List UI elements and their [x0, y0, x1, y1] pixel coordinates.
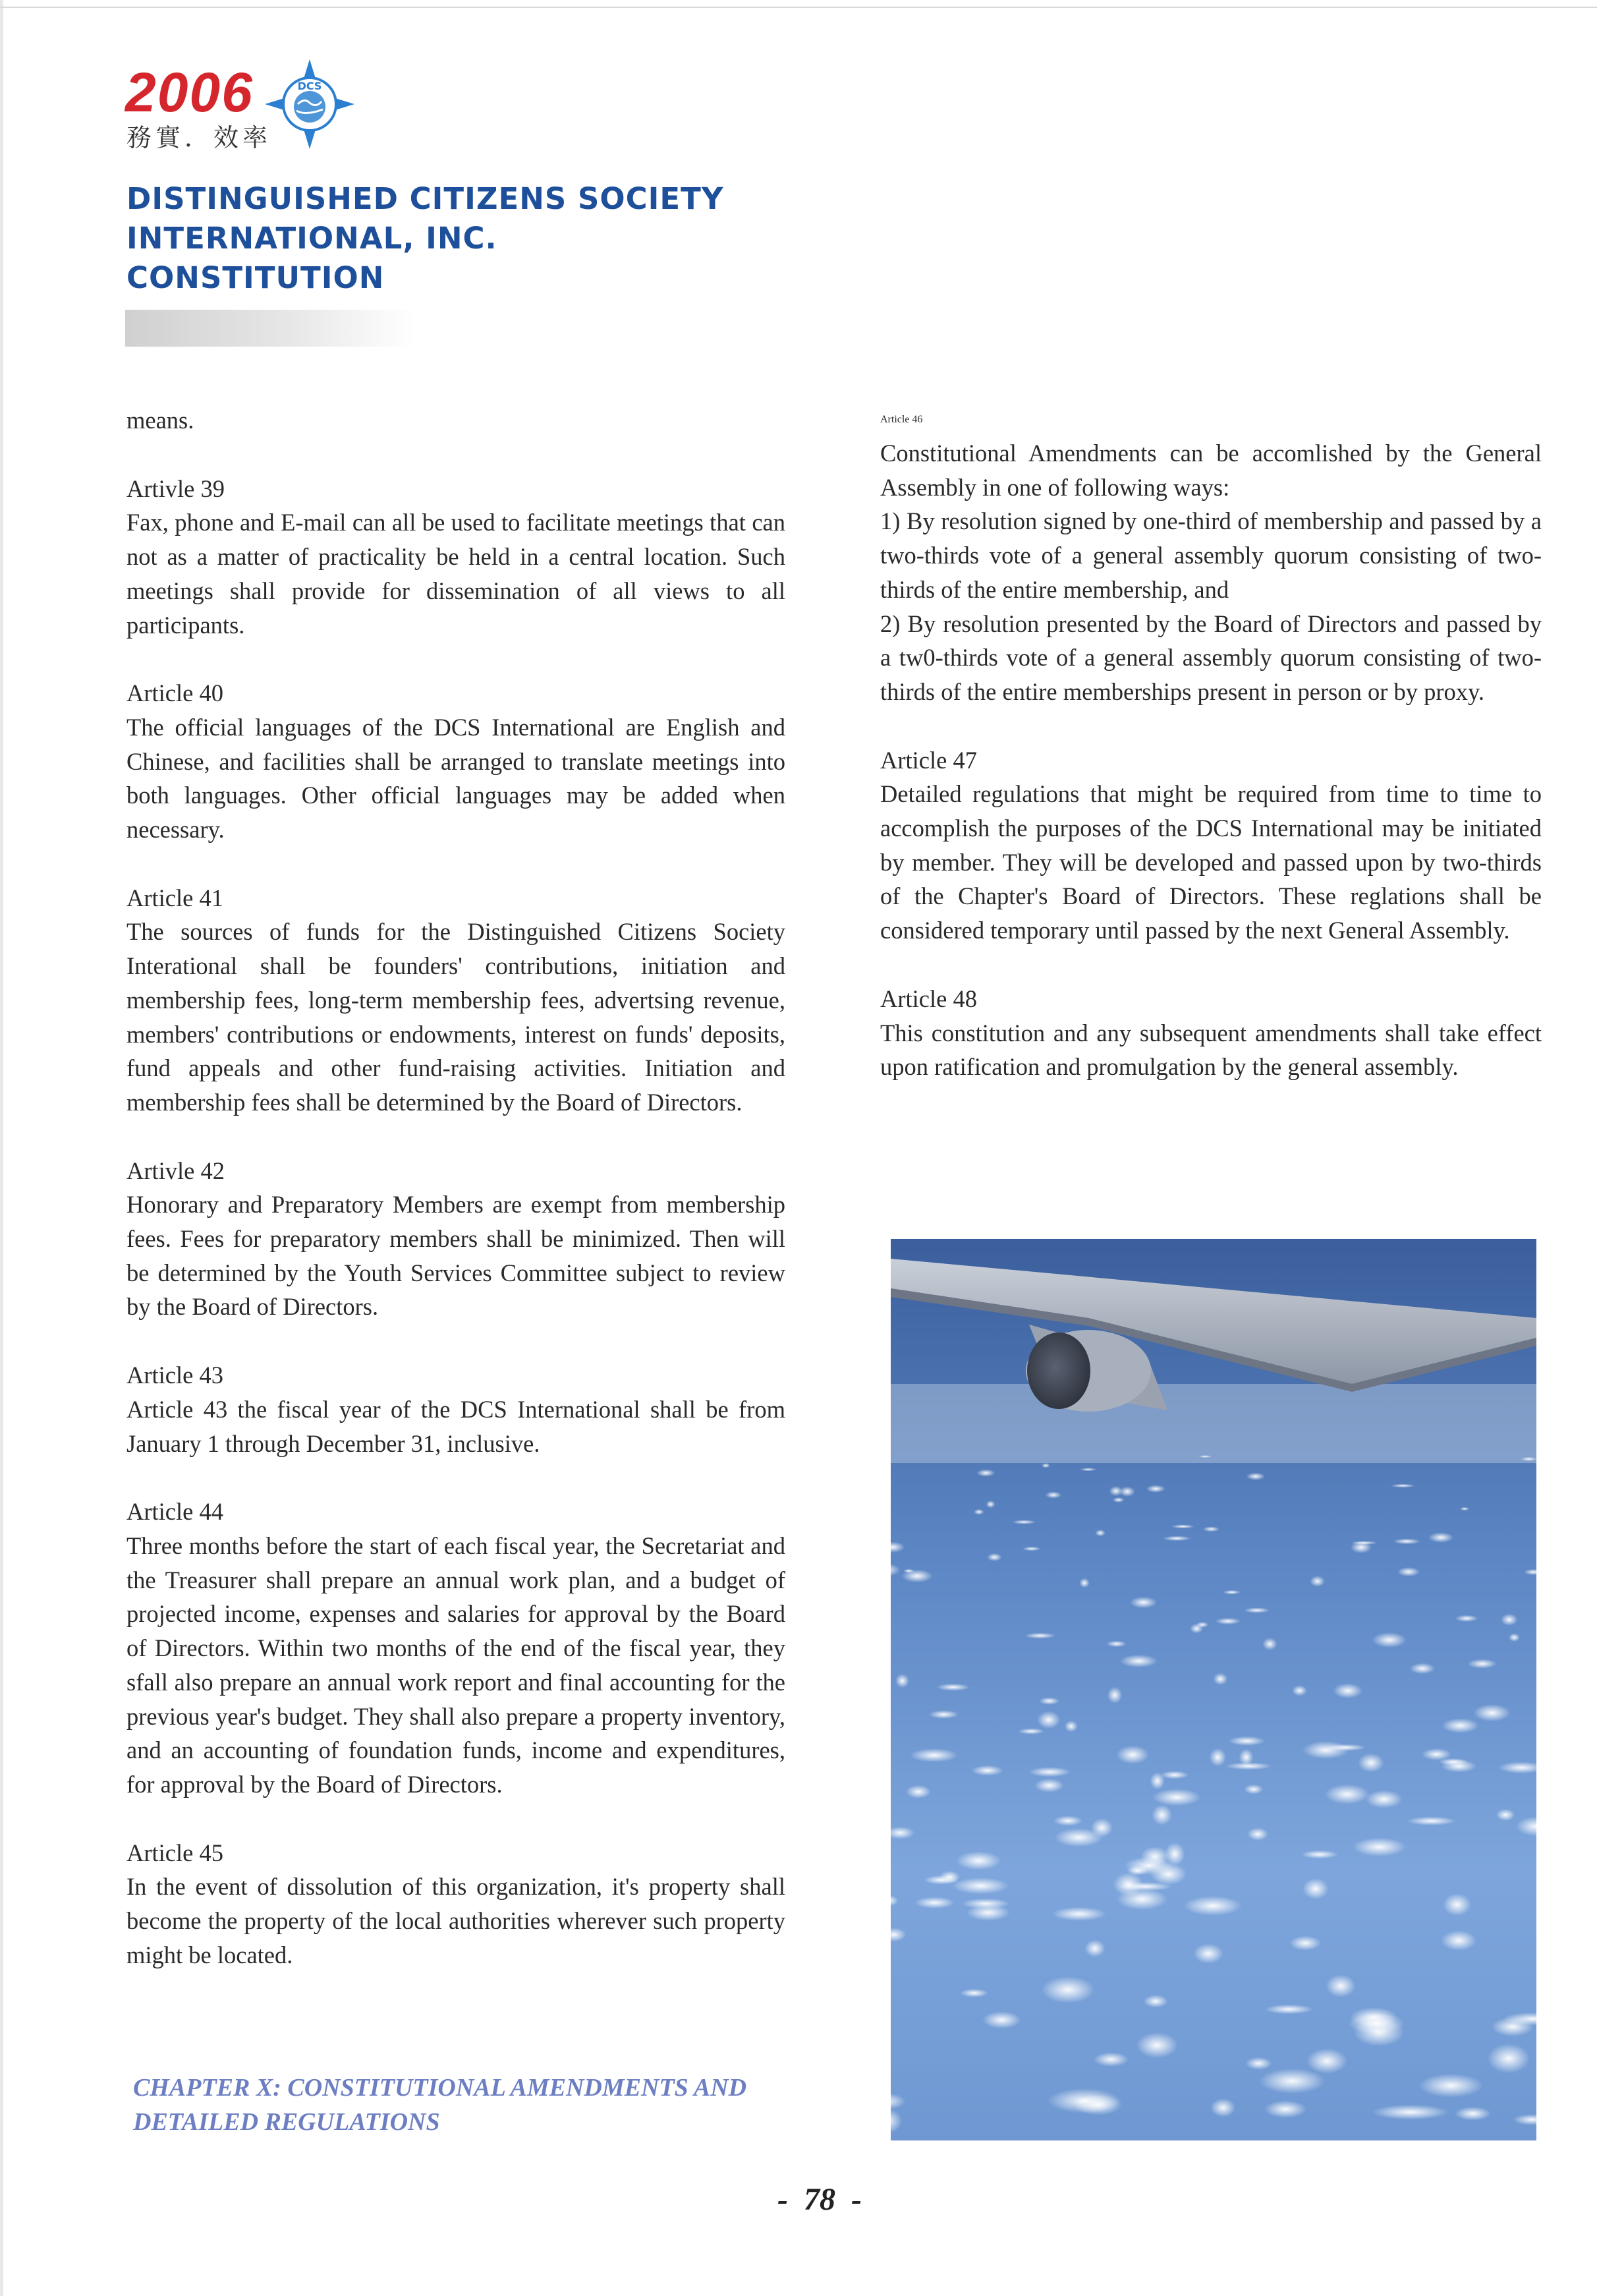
page-number: - 78 -	[777, 2182, 862, 2217]
article-47	[880, 743, 1542, 948]
page-edge	[0, 0, 3, 2296]
left-column	[126, 403, 785, 1972]
article-heading: Article 41	[126, 884, 223, 911]
article-body: 2) By resolution presented by the Board of Directors and passed by a tw0-thirds vote of a general assembly quorum consisting of two-thirds of the entire memberships present in person or by proxy.	[880, 610, 1542, 705]
continuation-text: means.	[126, 407, 194, 434]
dcs-emblem-icon	[264, 58, 356, 150]
right-column	[880, 403, 1542, 1084]
document-title	[126, 179, 851, 298]
article-43	[126, 1358, 785, 1460]
article-body: Constitutional Amendments can be accomlished by the General Assembly in one of following ways:	[880, 440, 1542, 501]
article-41	[126, 881, 785, 1120]
article-body: This constitution and any subsequent amendments shall take effect upon ratification and promulgation by the general assembly.	[880, 1019, 1542, 1081]
header-gradient-band	[125, 310, 415, 347]
article-heading: Article 40	[126, 679, 223, 707]
article-heading: Article 44	[126, 1498, 223, 1526]
article-48	[880, 982, 1542, 1084]
logo-motto: 務實．效率	[126, 123, 272, 152]
article-body: 1) By resolution signed by one-third of membership and passed by a two-thirds vote of a general assembly quorum consisting of two-thirds of the entire membership, and	[880, 507, 1542, 603]
article-heading: Article 45	[126, 1839, 223, 1866]
article-body: The sources of funds for the Distinguished Citizens Society Interational shall be founders' contributions, initiation and membership fees, long-term membership fees, advertsing revenue, members' contributions or endowments, interest on funds' deposits, fund appeals and other fund-raising activities. Initiation and membership fees shall be determined by the Board of Directors.	[126, 918, 785, 1116]
article-body: In the event of dissolution of this organization, it's property shall become the property of the local authorities wherever such property might be located.	[126, 1873, 785, 1968]
article-body: Three months before the start of each fiscal year, the Secretariat and the Treasurer shall prepare an annual work plan, and a budget of projected income, expenses and salaries for approval by the Board of Directors. Within two months of the end of the fiscal year, they sfall also prepare an annual work report and final accounting for the previous year's budget. They shall also prepare a property inventory, and an accounting of foundation funds, income and expenditures, for approval by the Board of Directors.	[126, 1532, 785, 1798]
article-body: Honorary and Preparatory Members are exempt from membership fees. Fees for preparatory members shall be minimized. Then will be determined by the Youth Services Committee subject to review by the Board of Directors.	[126, 1191, 785, 1321]
article-body: Fax, phone and E-mail can all be used to facilitate meetings that can not as a matter of practicality be held in a central location. Such meetings shall provide for dissemination of all views to all participants.	[126, 509, 785, 639]
logo-year: 2006	[125, 61, 254, 123]
airplane-wing-photo	[891, 1239, 1536, 2140]
article-heading: Article 47	[880, 746, 977, 774]
title-line: DISTINGUISHED CITIZENS SOCIETY	[126, 181, 724, 216]
article-heading: Artivle 39	[126, 474, 225, 502]
article-body: Detailed regulations that might be required from time to time to accomplish the purposes of the DCS International may be initiated by member. They will be developed and passed upon by two-thirds of the Chapter's Board of Directors. These reglations shall be considered temporary until passed by the next General Assembly.	[880, 780, 1542, 944]
article-body: The official languages of the DCS International are English and Chinese, and facilities shall be arranged to translate meetings into both languages. Other official languages may be added when necessary.	[126, 713, 785, 844]
title-line: CONSTITUTION	[126, 260, 385, 295]
article-heading: Article 46	[880, 414, 923, 425]
article-42	[126, 1154, 785, 1325]
chapter-heading	[133, 2071, 792, 2139]
title-line: INTERNATIONAL, INC.	[126, 221, 497, 256]
article-heading: Article 43	[126, 1362, 223, 1389]
article-39	[126, 472, 785, 643]
top-rule	[0, 7, 1597, 8]
article-body: Article 43 the fiscal year of the DCS International shall be from January 1 through December 31, inclusive.	[126, 1395, 785, 1457]
article-heading: Artivle 42	[126, 1157, 225, 1184]
chapter-heading-line: CHAPTER X: CONSTITUTIONAL AMENDMENTS AND	[133, 2074, 747, 2102]
article-heading: Article 48	[880, 985, 977, 1012]
article-40	[126, 676, 785, 847]
chapter-heading-line: DETAILED REGULATIONS	[133, 2108, 440, 2136]
emblem-text: DCS	[297, 80, 322, 92]
article-45	[126, 1836, 785, 1972]
article-46	[880, 414, 1542, 709]
article-44	[126, 1495, 785, 1801]
